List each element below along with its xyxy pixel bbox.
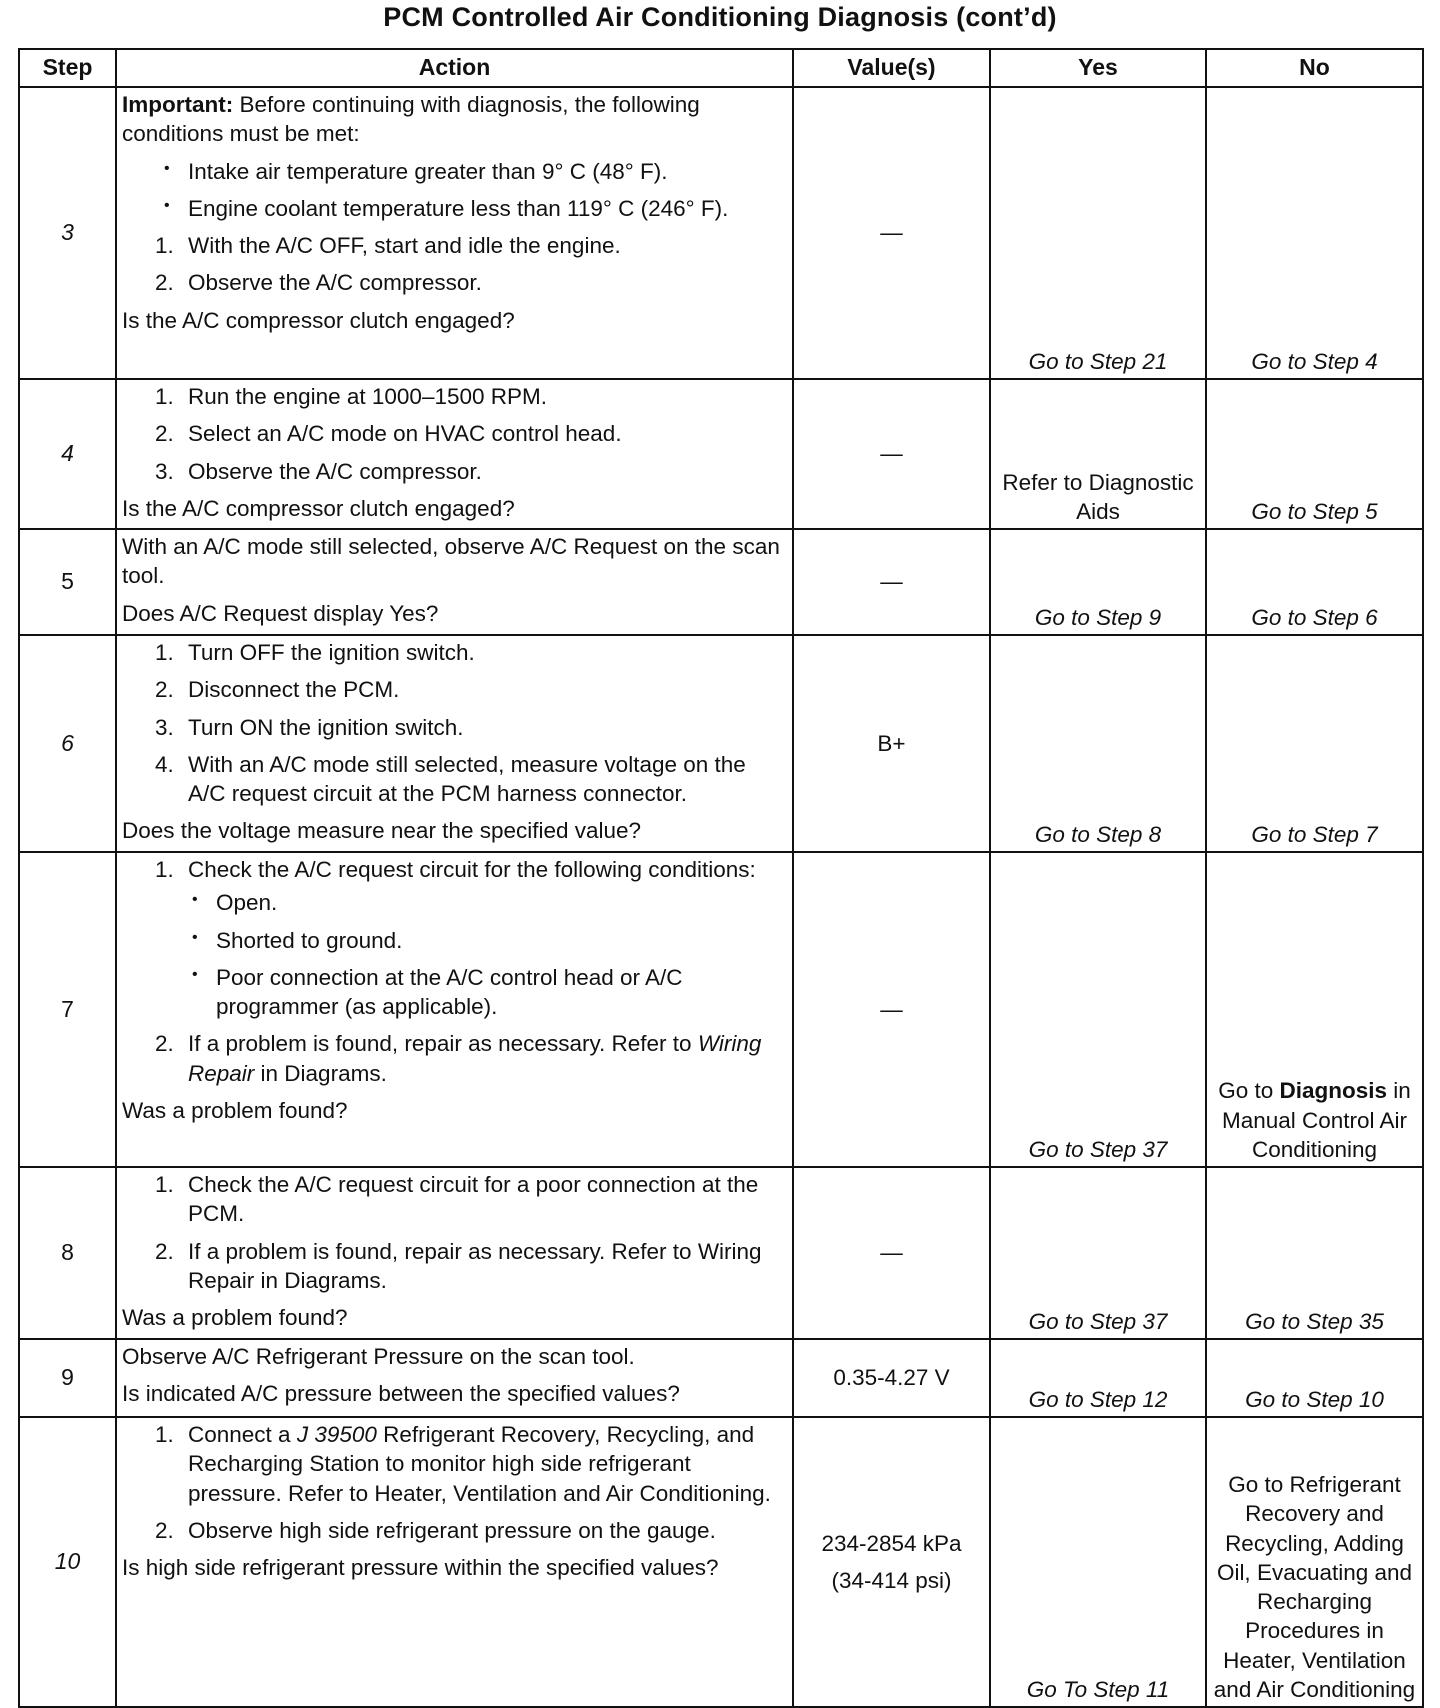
header-no: No [1206,49,1423,87]
action-steps [122,1420,787,1545]
list-item: 2. Disconnect the PCM. [180,675,787,704]
header-action: Action [116,49,793,87]
action-question: Is the A/C compressor clutch engaged? [122,495,515,521]
important-label: Important: [122,92,234,117]
list-item: 1. Turn OFF the ignition switch. [180,638,787,667]
no-cell: Go to Step 7 [1206,635,1423,852]
yes-cell: Go to Step 8 [990,635,1206,852]
list-item [180,1420,787,1508]
action-cell [116,635,793,852]
no-cell: Go to Step 6 [1206,529,1423,635]
table-header-row [19,49,1423,87]
yes-cell: Go to Step 21 [990,87,1206,379]
list-item: 3. Turn ON the ignition switch. [180,713,787,742]
table-row [19,1339,1423,1417]
action-steps [122,1170,787,1295]
value-kpa: 234-2854 kPa [821,1530,962,1556]
list-item [180,855,787,1021]
action-step-text: If a problem is found, repair as necessary. Refer to [188,1031,698,1057]
action-question: Is the A/C compressor clutch engaged? [122,307,515,333]
list-item: 1. With the A/C OFF, start and idle the engine. [180,231,787,260]
action-step-text: Connect a [188,1422,297,1447]
page-title: PCM Controlled Air Conditioning Diagnosis (cont’d) [383,2,1057,32]
action-question: Does the voltage measure near the specified value? [122,818,642,844]
action-steps [122,638,787,808]
action-question: Is high side refrigerant pressure within the specified values? [122,1555,719,1580]
list-item: 4. With an A/C mode still selected, measure voltage on the A/C request circuit at the PCM harness connector. [180,750,787,809]
action-step-text: Check the A/C request circuit for the following conditions: [188,857,756,882]
no-cell: Go to Step 35 [1206,1167,1423,1339]
value-cell [793,1417,990,1707]
action-text: With an A/C mode still selected, observe A/C Request on the scan tool. [122,534,780,589]
action-step-text: in Diagrams. [254,1060,387,1086]
yes-cell: Go to Step 37 [990,852,1206,1167]
header-yes: Yes [990,49,1206,87]
value-cell: — [793,529,990,635]
header-values: Value(s) [793,49,990,87]
action-text: Observe A/C Refrigerant Pressure on the scan tool. [122,1344,635,1369]
action-steps [122,231,787,298]
action-cell [116,1339,793,1417]
wiring-repair-reference: Wiring Repair [188,1031,762,1086]
no-cell: Go to Step 5 [1206,379,1423,529]
important-note [122,90,787,149]
value-cell: 0.35-4.27 V [793,1339,990,1417]
action-steps [122,855,787,1088]
step-number: 4 [19,379,116,529]
yes-cell: Go to Step 37 [990,1167,1206,1339]
action-cell [116,852,793,1167]
value-cell: — [793,1167,990,1339]
value-cell: B+ [793,635,990,852]
action-question: Was a problem found? [122,1305,348,1330]
action-steps [122,382,787,486]
action-question: Does A/C Request display Yes? [122,600,439,626]
list-item: 2. Select an A/C mode on HVAC control head. [180,419,787,448]
list-item: • Intake air temperature greater than 9° C (48° F). [188,157,787,186]
action-cell [116,379,793,529]
list-item: • Open. [216,888,787,917]
condition-list [188,888,787,1021]
action-question: Is indicated A/C pressure between the specified values? [122,1381,680,1407]
action-cell [116,529,793,635]
list-item [180,1029,787,1088]
no-text: in Manual Control Air Conditioning [1221,1078,1411,1162]
table-row [19,852,1423,1167]
action-cell [116,1417,793,1707]
diagnosis-reference: Diagnosis [1279,1078,1388,1104]
list-item: 1. Check the A/C request circuit for a poor connection at the PCM. [180,1170,787,1229]
tool-reference: J 39500 [296,1422,377,1447]
table-row [19,379,1423,529]
step-number: 5 [19,529,116,635]
list-item: 2. Observe high side refrigerant pressure on the gauge. [180,1516,787,1545]
value-cell: — [793,379,990,529]
no-cell [1206,852,1423,1167]
step-number: 9 [19,1339,116,1417]
no-text: Go to [1218,1078,1280,1104]
value-psi: (34-414 psi) [831,1568,952,1593]
no-cell: Go to Step 10 [1206,1339,1423,1417]
no-cell: Go to Step 4 [1206,87,1423,379]
condition-list [122,157,787,224]
list-item: • Shorted to ground. [216,926,787,955]
step-number: 7 [19,852,116,1167]
list-item: 3. Observe the A/C compressor. [180,457,787,486]
action-step-text: Refrigerant Recovery, Recycling, and Recharging Station to monitor high side refrigerant pressure. Refer to Heater, Ventilation and Air Conditioning. [188,1422,771,1506]
step-number: 10 [19,1417,116,1707]
list-item: 2. If a problem is found, repair as necessary. Refer to Wiring Repair in Diagrams. [180,1237,787,1296]
no-cell: Go to Refrigerant Recovery and Recycling, Adding Oil, Evacuating and Recharging Procedures in Heater, Ventilation and Air Conditioning [1206,1417,1423,1707]
diagnosis-table [18,48,1424,1708]
list-item: 1. Run the engine at 1000–1500 RPM. [180,382,787,411]
table-row [19,529,1423,635]
step-number: 6 [19,635,116,852]
action-cell [116,1167,793,1339]
table-row [19,1167,1423,1339]
yes-cell: Refer to Diagnostic Aids [990,379,1206,529]
step-number: 3 [19,87,116,379]
value-cell: — [793,87,990,379]
yes-cell: Go To Step 11 [990,1417,1206,1707]
yes-cell: Go to Step 9 [990,529,1206,635]
header-step: Step [19,49,116,87]
step-number: 8 [19,1167,116,1339]
list-item: • Poor connection at the A/C control head or A/C programmer (as applicable). [216,963,787,1022]
value-cell: — [793,852,990,1167]
list-item: 2. Observe the A/C compressor. [180,268,787,297]
table-row [19,1417,1423,1707]
important-text: Before continuing with diagnosis, the following conditions must be met: [122,92,700,147]
table-row [19,635,1423,852]
table-row [19,87,1423,379]
list-item: • Engine coolant temperature less than 119° C (246° F). [188,194,787,223]
yes-cell: Go to Step 12 [990,1339,1206,1417]
action-question: Was a problem found? [122,1097,348,1123]
action-cell [116,87,793,379]
